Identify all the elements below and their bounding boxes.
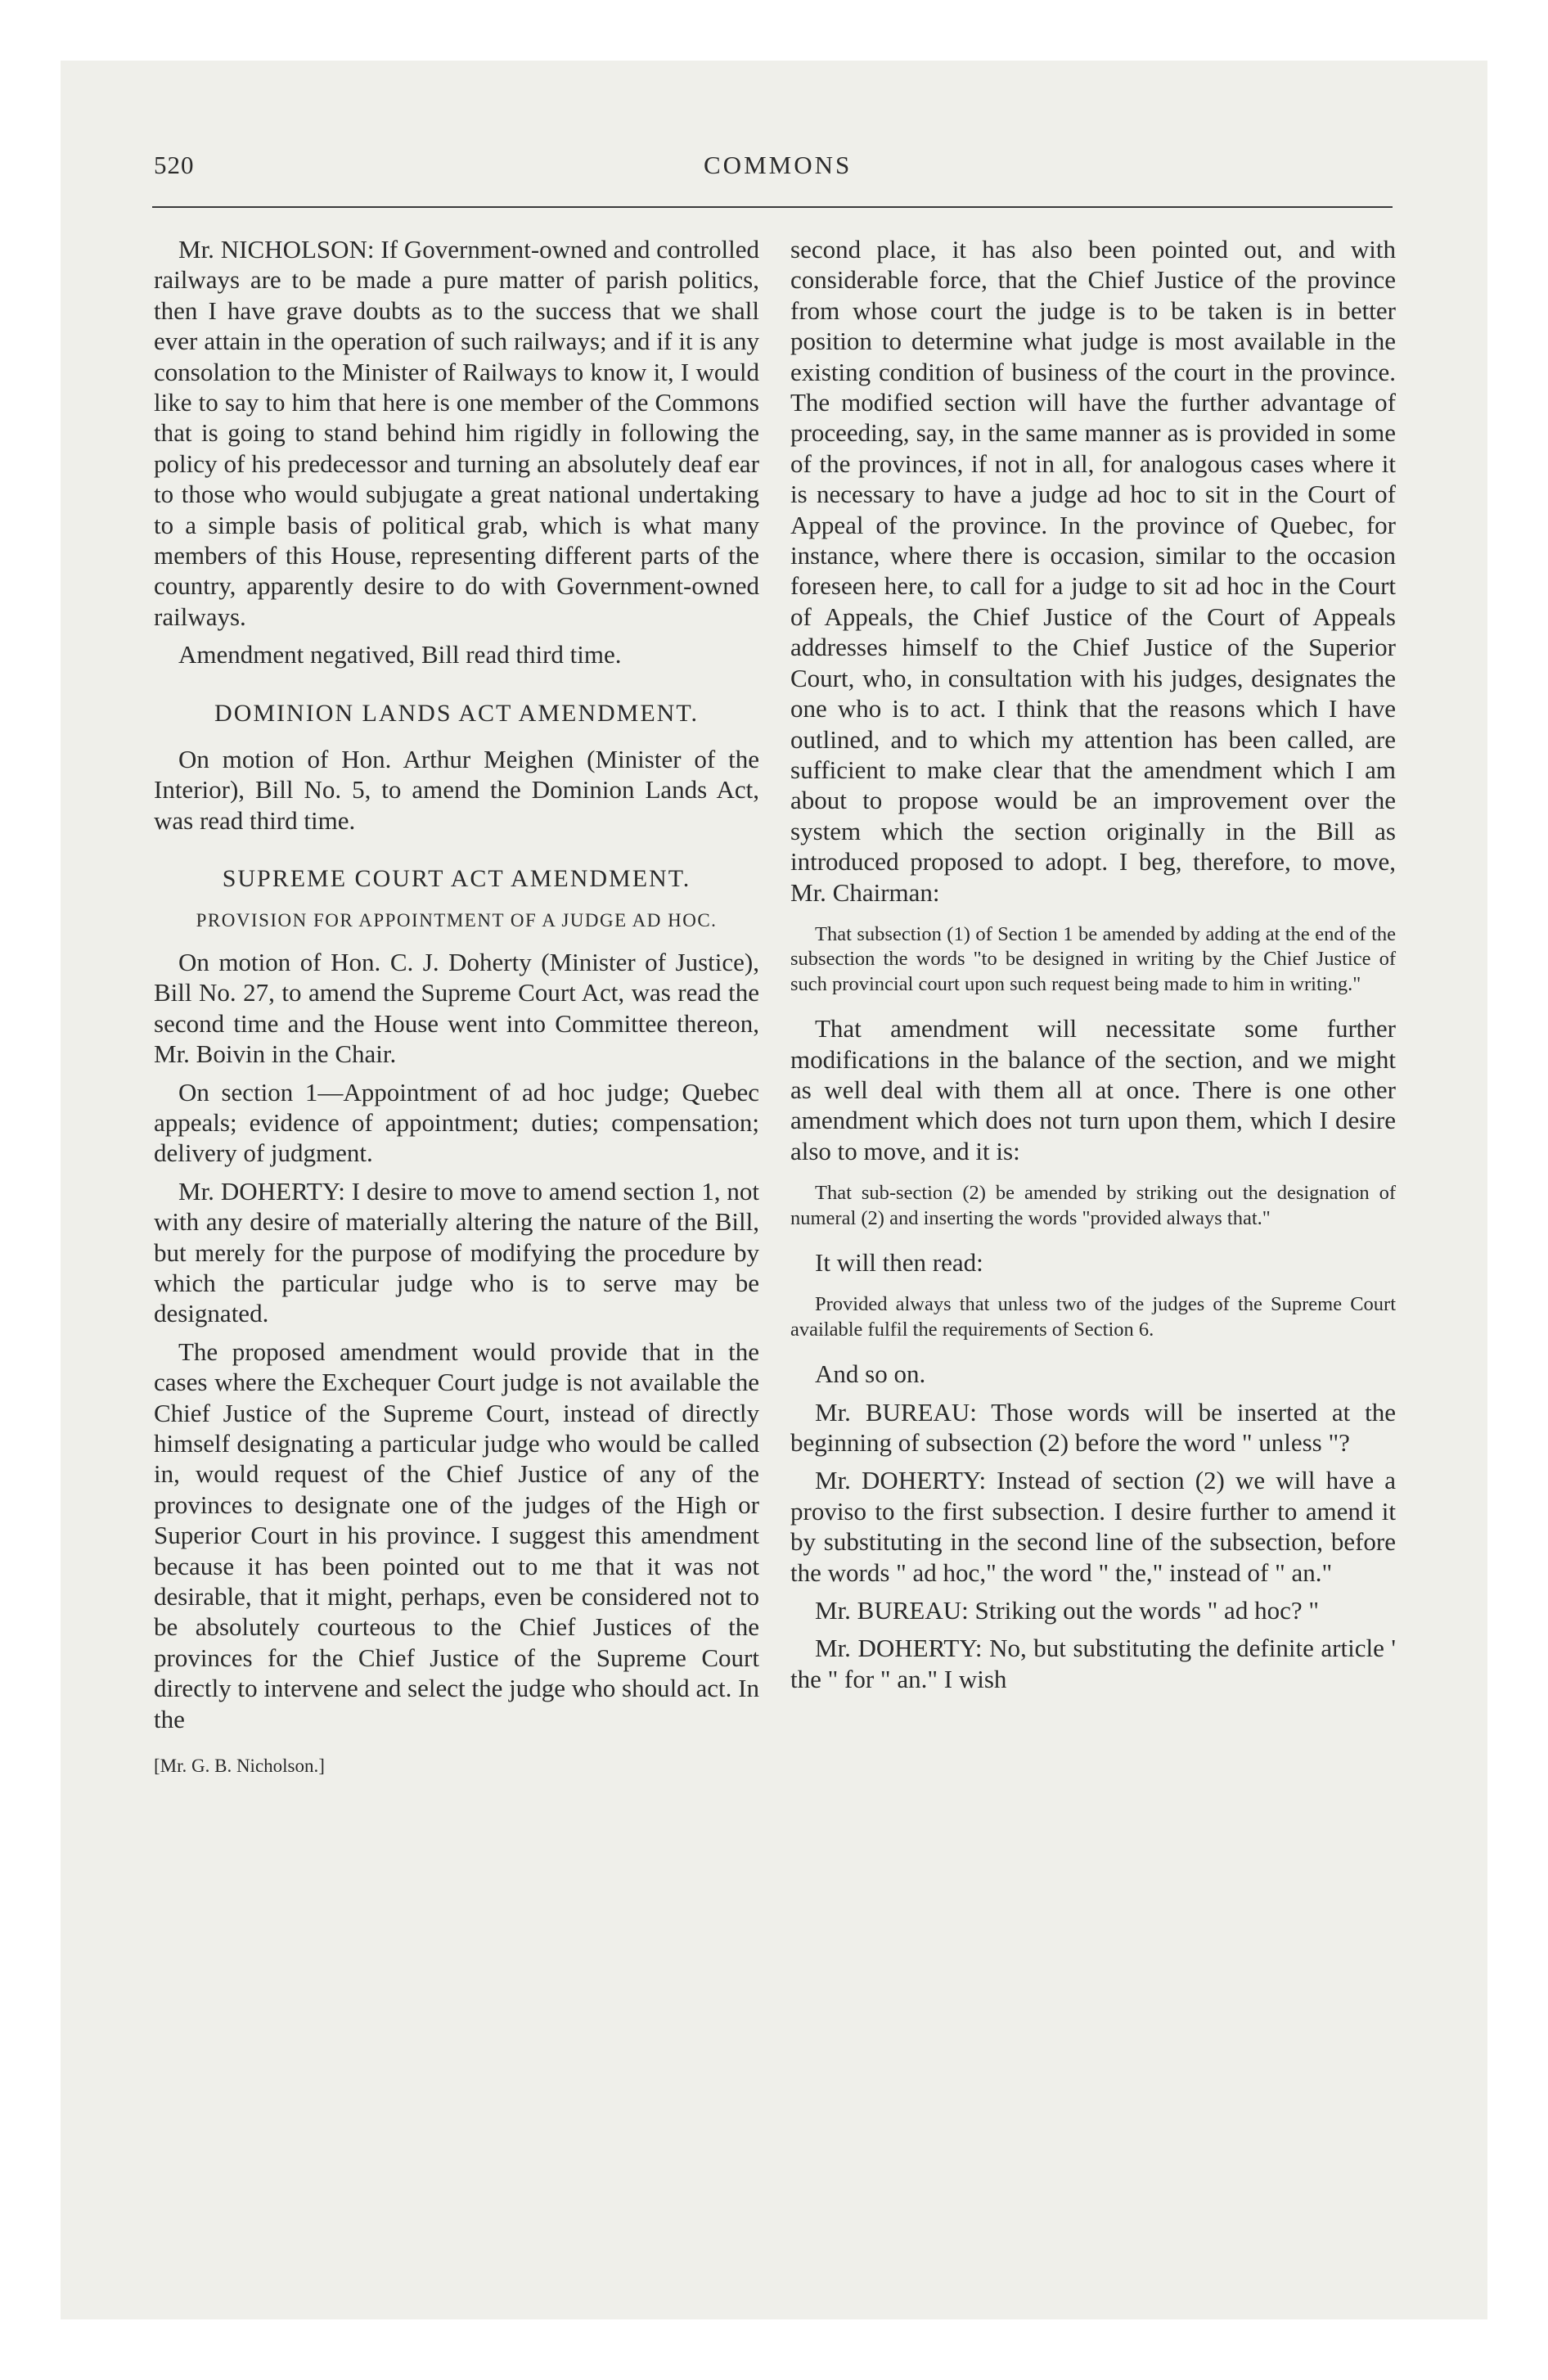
footer-speaker-reference: [Mr. G. B. Nicholson.] [154,1756,325,1777]
page-number: 520 [154,151,195,179]
paragraph-further-modifications: That amendment will necessitate some further modifications in the balance of the section, and we might as well deal with them all at once. There is one other amendment which does not turn upon them, which I desire also to move, and it is: [790,1014,1396,1165]
paragraph-doherty-intro: Mr. DOHERTY: I desire to move to amend section 1, not with any desire of materially altering the nature of the Bill, but merely for the purpose of modifying the procedure by which the particular judge who is to serve may be designated. [154,1176,759,1328]
running-head: COMMONS [704,151,853,179]
paragraph-bureau-striking: Mr. BUREAU: Striking out the words " ad hoc? " [815,1596,1319,1625]
paragraph-amendment-negatived: Amendment negatived, Bill read third time. [178,640,622,669]
section-heading-supreme-court: SUPREME COURT ACT AMENDMENT. [222,864,691,892]
paragraph-it-will-read: It will then read: [815,1248,983,1277]
paragraph-continuation: second place, it has also been pointed out, and with considerable force, that the Chief Justice of the province from whose court the judge is to be taken is in better position to determine what judge is most available in the existing condition of business of the court in the province. The modified section will have the further advantage of proceeding, say, in the same manner as is provided in some of the provinces, if not in all, for analogous cases where it is necessary to have a judge ad hoc to sit in the Court of Appeal of the province. In the province of Quebec, for instance, where there is occasion, similar to the occasion foreseen here, to call for a judge to sit ad hoc in the Court of Appeals, the Chief Justice of the Court of Appeals addresses himself to the Chief Justice of the Superior Court, who, in consultation with his judges, designates the one who is to act. I think that the reasons which I have outlined, and to which my attention has been called, are sufficient to make clear that the amendment which I am about to propose would be an improvement over the system which the section originally in the Bill as introduced proposed to adopt. I beg, therefore, to move, Mr. Chairman: [790,235,1396,907]
quote-subsection-2-amendment: That sub-section (2) be amended by striking out the designation of numeral (2) and inserting the words "provided always that." [790,1182,1396,1229]
section-subheading-judge-ad-hoc: PROVISION FOR APPOINTMENT OF A JUDGE AD HOC. [196,909,718,931]
paragraph-dominion-lands-motion: On motion of Hon. Arthur Meighen (Minister of the Interior), Bill No. 5, to amend the Dominion Lands Act, was read third time. [154,744,759,835]
paragraph-bureau-question: Mr. BUREAU: Those words will be inserted at the beginning of subsection (2) before the word " unless "? [790,1397,1396,1458]
section-heading-dominion-lands: DOMINION LANDS ACT AMENDMENT. [214,699,699,727]
right-column [790,234,1396,1702]
paragraph-on-section-1: On section 1—Appointment of ad hoc judge; Quebec appeals; evidence of appointment; duties; compensation; delivery of judgment. [154,1077,759,1168]
paragraph-doherty-proviso: Mr. DOHERTY: Instead of section (2) we will have a proviso to the first subsection. I desire further to amend it by substituting in the second line of the subsection, before the words " ad hoc," the word " the," instead of " an." [790,1466,1396,1587]
paragraph-supreme-court-motion: On motion of Hon. C. J. Doherty (Minister of Justice), Bill No. 27, to amend the Supreme Court Act, was read the second time and the House went into Committee thereon, Mr. Boivin in the Chair. [154,947,759,1069]
paragraph-doherty-definite-article: Mr. DOHERTY: No, but substituting the definite article ' the " for " an." I wish [790,1634,1396,1693]
paragraph-proposed-amendment: The proposed amendment would provide that in the cases where the Exchequer Court judge is not available the Chief Justice of the Supreme Court, instead of directly himself designating a particular judge who would be called in, would request of the Chief Justice of any of the provinces to designate one of the judges of the High or Superior Court in his province. I suggest this amendment because it has been pointed out to me that it was not desirable, that it might, perhaps, even be considered not to be absolutely courteous to the Chief Justices of the provinces for the Chief Justice of the Supreme Court directly to intervene and select the judge who should act. In the [154,1336,759,1733]
header-rule [152,206,1393,208]
quote-provided-always: Provided always that unless two of the judges of the Supreme Court available fulfil the requirements of Section 6. [790,1293,1396,1341]
paragraph-and-so-on: And so on. [815,1359,926,1389]
quote-subsection-1-amendment: That subsection (1) of Section 1 be amended by adding at the end of the subsection the words "to be designed in writing by the Chief Justice of such provincial court upon such request being made to him in writing." [790,922,1396,995]
paragraph-nicholson: Mr. NICHOLSON: If Government-owned and controlled railways are to be made a pure matter of parish politics, then I have grave doubts as to the success that we shall ever attain in the operation of such railways; and if it is any consolation to the Minister of Railways to know it, I would like to say to him that here is one member of the Commons that is going to stand behind him rigidly in following the policy of his predecessor and turning an absolutely deaf ear to those who would subjugate a great national undertaking to a simple basis of political grab, which is what many members of this House, representing different parts of the country, apparently desire to do with Government-owned railways. [154,235,759,631]
left-column [154,234,759,1781]
